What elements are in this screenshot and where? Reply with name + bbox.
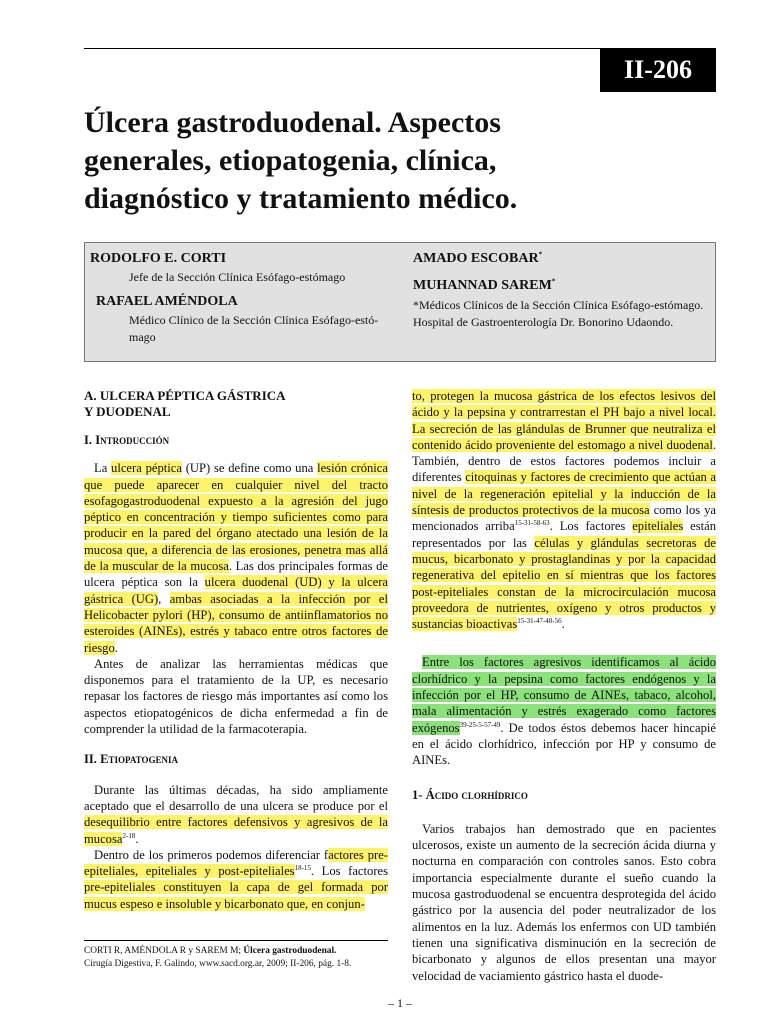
subsection-heading: 1- Ácido clorhídrico [412,787,528,802]
affiliation-mark: * [551,277,556,286]
subsection-heading: II. Etiopatogenia [84,752,179,767]
citation: 2-18 [122,831,136,840]
highlighted-text: ulcera péptica [111,461,182,476]
section-heading [84,388,388,420]
text-run: como los ya mencionados arriba [412,503,716,534]
highlighted-text: pre-epiteliales constituyen la capa de gel formada por mucus espeso e insoluble y bicarbonato que, en conjun- [84,880,388,911]
article-code-badge [600,48,716,92]
footer-title: Úlcera gastroduodenal. [243,946,337,956]
highlighted-text: epiteliales [632,519,684,534]
text-run: . [561,617,565,632]
affiliation-mark: * [538,250,543,259]
citation: 39-25-5-57-49 [459,720,501,729]
text-run: La [94,461,112,476]
paragraph [84,460,388,656]
subsection-heading: I. Introducción [84,433,170,447]
footer-line [84,945,388,958]
text-run: Durante las últimas décadas, ha sido ampliamente aceptado que el desarrollo de una ulcera se produce por el [84,782,388,813]
text-run: (UP) se define como una [181,461,318,476]
highlighted-text-green: Entre los factores agresivos identificamos al ácido clorhídrico y la pepsina como factores endógenos y la infección por el HP, consumo de AINEs, tabaco, alcohol, mala alimentación y estrés exagerado como factores exógenos [412,655,716,735]
right-column [412,388,716,984]
title-line-1: Úlcera gastroduodenal. Aspectos [84,106,501,139]
citation-footer [84,945,388,971]
title-line-2: generales, etiopatogenia, clínica, [84,144,497,177]
paragraph [412,654,716,768]
text-run: . Los factores [310,864,388,879]
author-name-text: MUHANNAD SAREM [413,278,552,293]
text-run: . De todos éstos debemos hacer hincapié en el ácido clorhídrico, infección por HP y consumo de AINEs. [412,720,716,768]
author-name [413,251,542,267]
text-run: . [135,831,139,846]
left-column [84,388,388,912]
section-heading-line: A. ULCERA PÉPTICA GÁSTRICA [84,388,286,403]
citation: 15-31-47-48-56 [517,616,562,625]
text-run: . Los factores [549,519,633,534]
highlighted-text: lesión crónica que puede aparecer en cualquier nivel del tracto esofagogastroduodenal expuesto a la agresión del jugo péptico en concentración y tiempo suficientes como para producir en la pared del órgano atectado una lesión de la mucosa que, a diferencia de las erosiones, penetra mas allá de la muscular de la mucosa [84,461,388,574]
paragraph: Antes de analizar las herramientas médicas que disponemos para el tratamiento de la UP, es necesario repasar los factores de riesgo más importantes así como los aspectos etiopatogénicos de dicha enfermedad a fin de comprender la utilidad de la farmacoterapia. [84,656,388,737]
footer-authors: CORTI R, AMÉNDOLA R y SAREM M; [84,946,244,956]
paragraph: Varios trabajos han demostrado que en pacientes ulcerosos, existe un aumento de la secreción ácida diurna y nocturna en comparación con controles sanos. Esto cobra importancia especialmente durante el sueño cuando la mucosa gastroduodenal se encuentra desprotegida del ácido gástrico por la ausencia del poder neutralizador de los alimentos en la luz. Además los enfermos con UD también tienen una significativa disminución en la secreción de bicarbonato y algunos de ellos presentan una mayor velocidad de vaciamiento gástrico hasta el duode- [412,821,716,983]
highlighted-text: citoquinas y factores de crecimiento que actúan a nivel de la regeneración epitelial y la inducción de la síntesis de productos protectivos de la mucosa [412,470,716,518]
highlighted-text: desequilibrio entre factores defensivos y agresivos de la mucosa [84,815,388,846]
author-role: Médico Clínico de la Sección Clínica Esófago-estó-mago [129,313,379,344]
highlighted-text: células y glándulas secretoras de mucus, bicarbonato y prostaglandinas y por la capacidad regenerativa del epitelio en sí mientras que los factores post-epiteliales constan de la microcirculación mucosa proveedora de nutrientes, oxígeno y otros productos y sustancias bioactivas [412,535,716,632]
text-run: . [114,640,118,655]
paragraph [84,847,388,912]
article-code: II-206 [624,55,692,84]
text-run: , [158,591,170,606]
author-name: RODOLFO E. CORTI [90,251,227,266]
footer-line: Cirugía Digestiva, F. Galindo, www.sacd.org.ar, 2009; II-206, pág. 1-8. [84,959,352,969]
page-number: – 1 – [388,996,412,1010]
affiliation-line: *Médicos Clínicos de la Sección Clínica Esófago-estómago. [413,298,704,312]
highlighted-text: ulcera duodenal (UD) y la ulcera gástrica (UG) [84,575,389,606]
author-name: RAFAEL AMÉNDOLA [96,294,238,309]
author-name [413,278,555,294]
title-line-3: diagnóstico y tratamiento médico. [84,182,518,215]
text-run: están representados por las [412,519,716,550]
affiliation-line: Hospital de Gastroenterología Dr. Bonorino Udaondo. [413,315,674,329]
highlighted-text: actores pre-epiteliales, epiteliales y post-epiteliales [84,847,388,879]
author-name-text: AMADO ESCOBAR [413,251,539,266]
section-heading-line: Y DUODENAL [84,404,171,419]
highlighted-text: ambas asociadas a la infección por el Helicobacter pylori (HP), consumo de antiinflamatorios no esteroides (AINEs), estrés y tabaco entre otros factores de riesgo [84,591,389,655]
footer-rule [84,940,388,941]
paragraph [84,782,388,847]
authors-box [84,242,716,362]
paragraph [412,388,716,632]
citation: 15-31-58-63 [514,519,550,528]
text-run: Dentro de los primeros podemos diferenciar f [94,847,329,862]
highlighted-text: to, protegen la mucosa gástrica de los efectos lesivos del ácido y la pepsina y contrarrestan el PH bajo a nivel local. La secreción de las glándulas de Brunner que neutraliza el contenido ácido proveniente del estomago a nivel duodenal [412,389,716,452]
author-role: Jefe de la Sección Clínica Esófago-estómago [129,270,346,284]
text-run: . Las dos principales formas de ulcera péptica son la [84,559,388,590]
article-title [84,104,724,218]
citation: 18-15 [294,863,311,872]
text-run: . También, dentro de estos factores podemos incluir a diferentes [412,437,716,485]
